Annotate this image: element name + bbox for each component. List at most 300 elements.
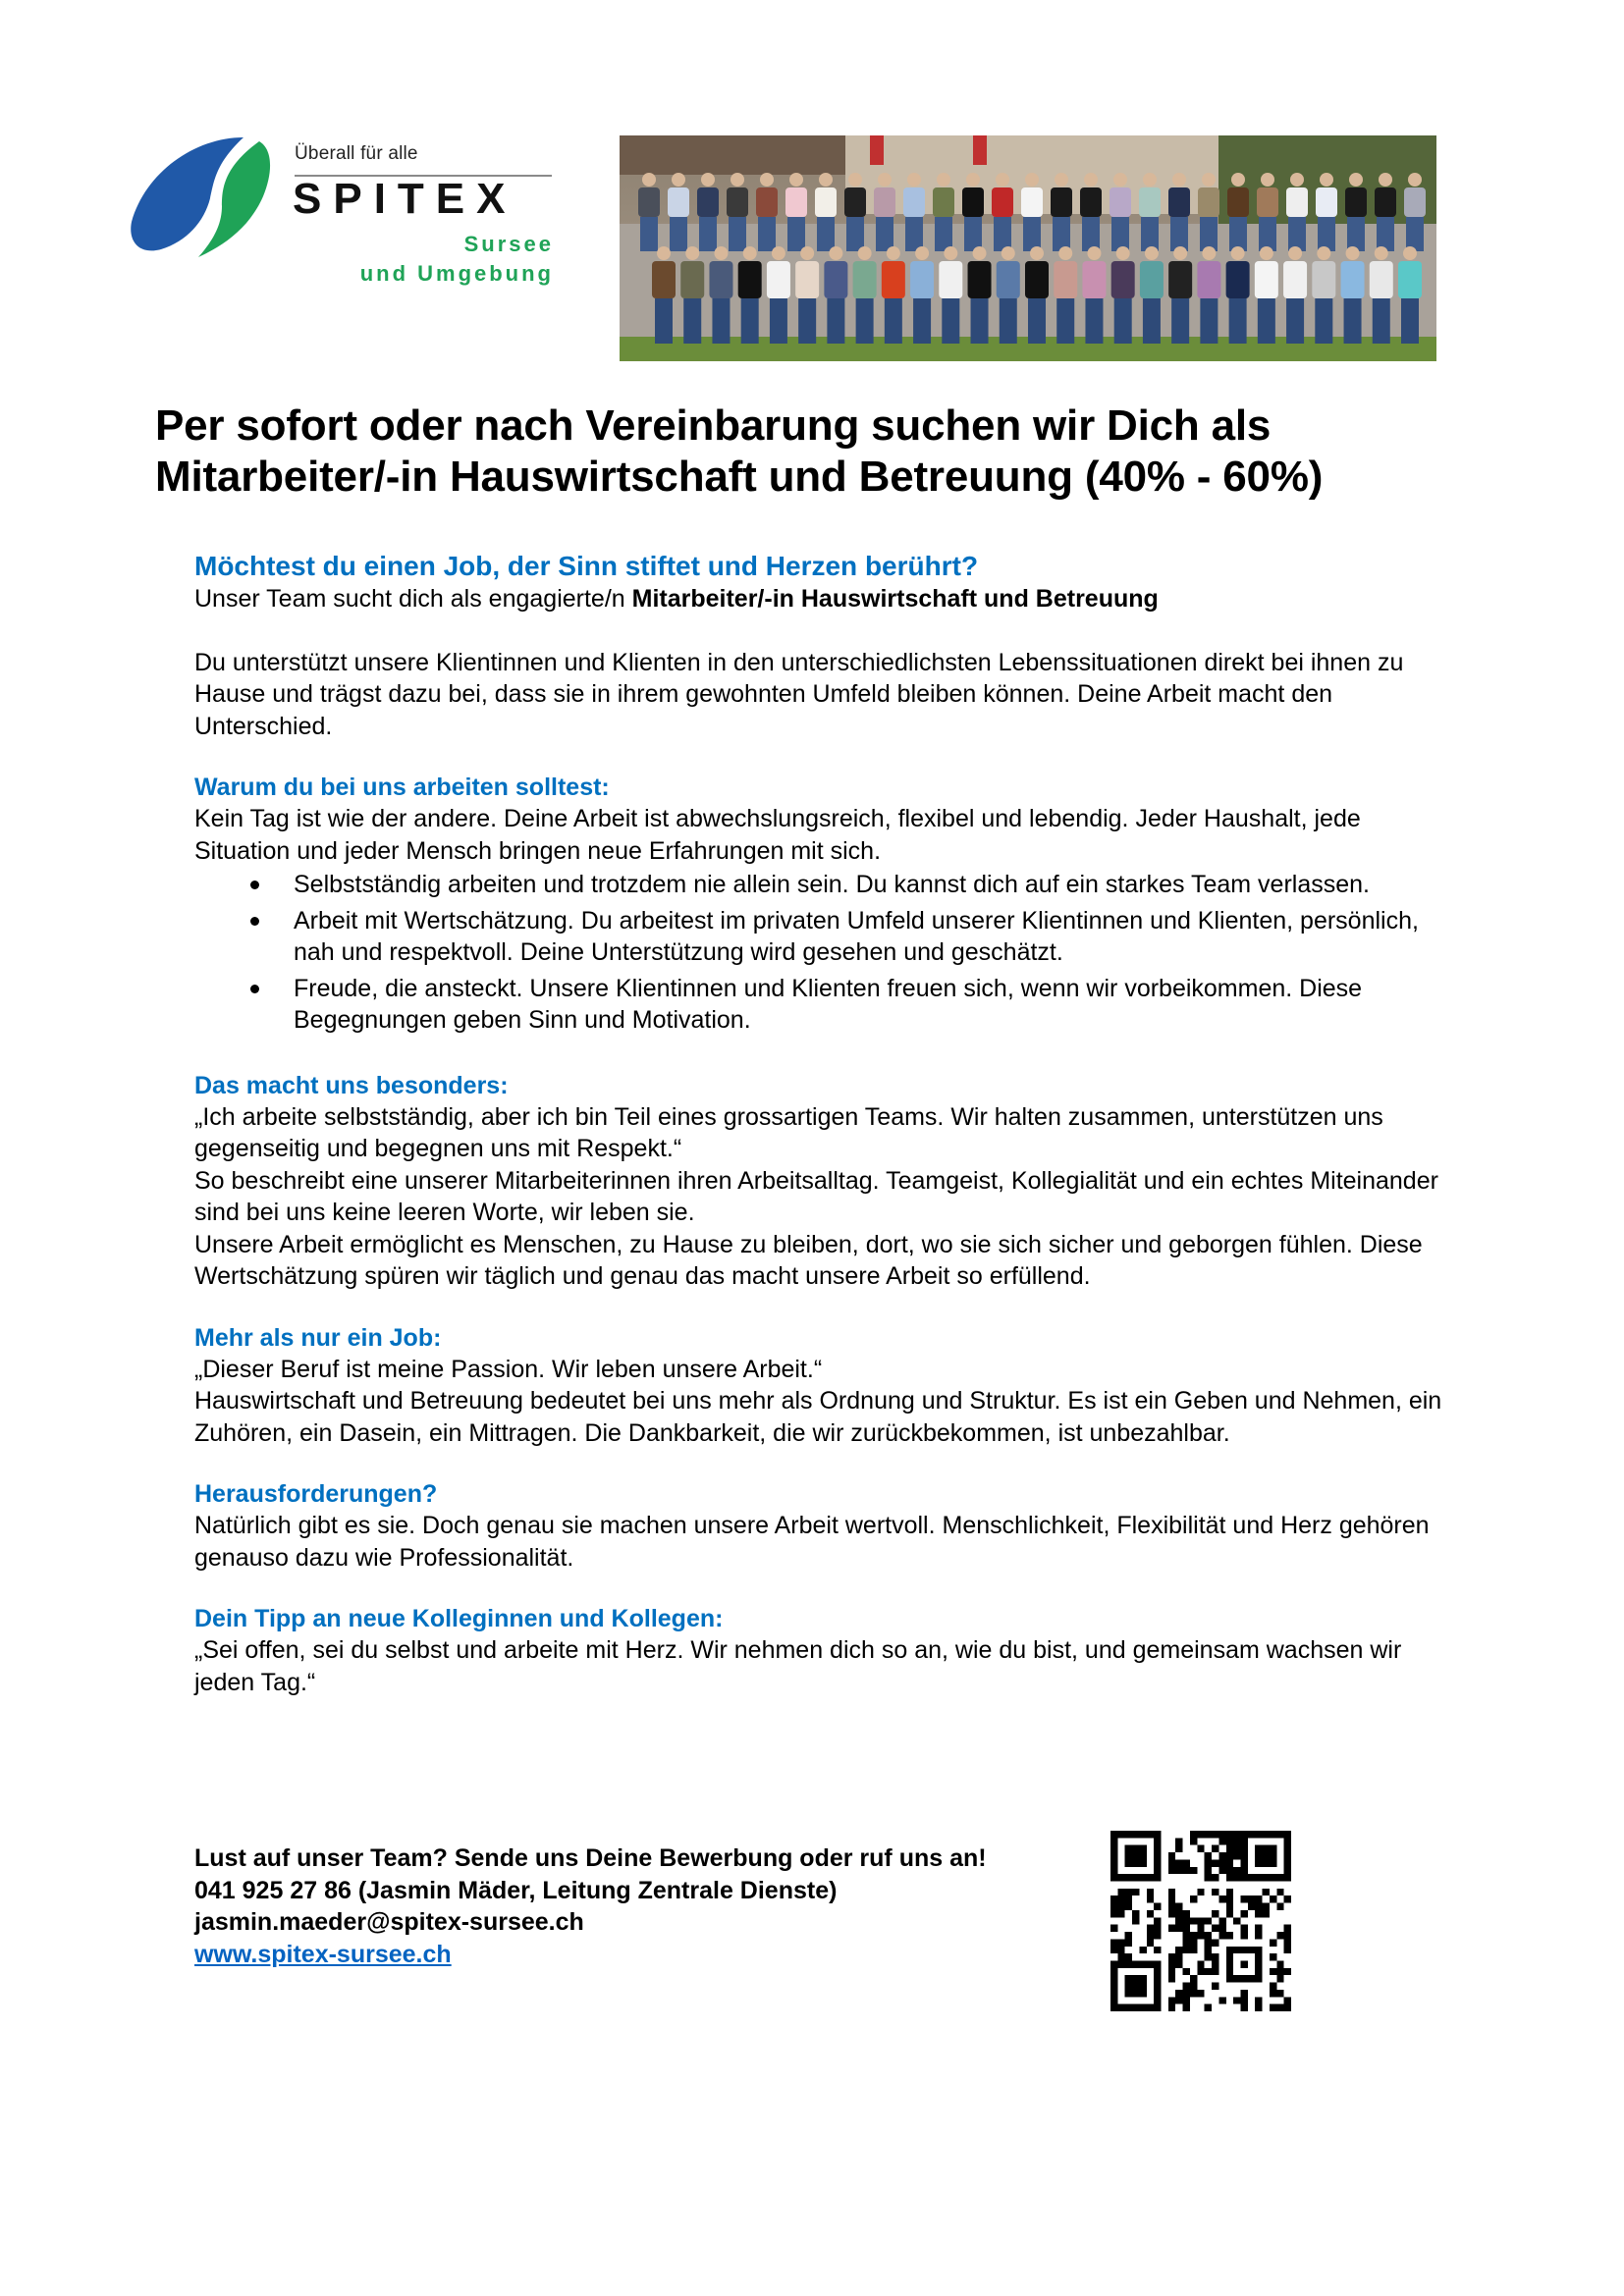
person-head <box>1290 173 1304 187</box>
person-body <box>1257 187 1278 217</box>
qr-module <box>1226 1852 1233 1859</box>
team-photo <box>620 135 1436 361</box>
person-body <box>853 261 877 298</box>
qr-module <box>1125 1845 1147 1867</box>
qr-module <box>1183 1968 1190 1975</box>
qr-module <box>1263 1910 1270 1917</box>
person-legs <box>1406 217 1424 251</box>
person-head <box>685 246 699 260</box>
person-body <box>1345 187 1367 217</box>
qr-module <box>1154 1925 1161 1932</box>
qr-module <box>1197 1831 1204 1838</box>
person-head <box>1403 246 1417 260</box>
qr-module <box>1270 2004 1276 2011</box>
person-head <box>1346 246 1360 260</box>
special-heading: Das macht uns besonders: <box>194 1071 509 1099</box>
person-body <box>1286 187 1308 217</box>
qr-module <box>1205 1953 1212 1960</box>
person-legs <box>1377 217 1394 251</box>
qr-module <box>1154 1831 1161 1882</box>
person-legs <box>1082 217 1100 251</box>
qr-module <box>1117 1939 1124 1946</box>
qr-module <box>1190 1838 1197 1844</box>
person-body <box>1168 187 1190 217</box>
qr-module <box>1248 1903 1255 1910</box>
qr-module <box>1110 1939 1117 1946</box>
person-body <box>933 187 954 217</box>
more-text: Hauswirtschaft und Betreuung bedeutet bei uns mehr als Ordnung und Struktur. Es ist ein Geben und Nehmen, ein Zuhören, ein Dasein, ein Mittragen. Die Dankbarkeit, die wir zurückbekommen, ist unbezahlbar. <box>194 1387 1442 1447</box>
contact-email: jasmin.maeder@spitex-sursee.ch <box>194 1908 584 1936</box>
person-legs <box>1200 217 1218 251</box>
qr-module <box>1168 1859 1175 1866</box>
person-head <box>819 173 833 187</box>
qr-module <box>1168 1852 1175 1859</box>
person-head <box>743 246 757 260</box>
person-body <box>1312 261 1335 298</box>
person-legs <box>1315 298 1332 344</box>
qr-module <box>1110 1960 1117 2011</box>
qr-module <box>1110 1910 1117 1917</box>
qr-module <box>1154 1917 1161 1924</box>
qr-module <box>1218 1896 1225 1902</box>
qr-module <box>1175 1960 1182 1967</box>
qr-module <box>1168 2004 1175 2011</box>
qr-module <box>1233 1831 1240 1838</box>
qr-module <box>1125 1975 1147 1997</box>
qr-module <box>1175 1947 1182 1953</box>
person-head <box>829 246 842 260</box>
person-head <box>1001 246 1015 260</box>
qr-module <box>1240 1925 1247 1932</box>
qr-module <box>1240 1932 1247 1939</box>
qr-module <box>1175 1838 1182 1844</box>
person-head <box>937 173 950 187</box>
person-body <box>697 187 719 217</box>
contact-cta: Lust auf unser Team? Sende uns Deine Bewerbung oder ruf uns an! <box>194 1844 987 1872</box>
qr-module <box>1147 1925 1154 1932</box>
person-body <box>815 187 837 217</box>
person-body <box>727 187 748 217</box>
qr-module <box>1226 1903 1233 1910</box>
person-head <box>1408 173 1422 187</box>
person-body <box>1025 261 1049 298</box>
person-body <box>1110 187 1131 217</box>
person-head <box>915 246 929 260</box>
intro-team-text: Unser Team sucht dich als engagierte/n <box>194 585 632 613</box>
person-head <box>657 246 671 260</box>
person-body <box>1054 261 1077 298</box>
person-head <box>996 173 1009 187</box>
qr-module <box>1284 2004 1291 2011</box>
person-body <box>668 187 689 217</box>
person-body <box>795 261 819 298</box>
qr-module <box>1132 1917 1139 1924</box>
person-legs <box>798 298 816 344</box>
person-head <box>1379 173 1392 187</box>
person-head <box>1143 173 1157 187</box>
job-title-heading <box>155 400 1530 503</box>
person-body <box>968 261 992 298</box>
qr-module <box>1205 1852 1212 1859</box>
spitex-logo <box>126 133 558 300</box>
person-legs <box>1114 298 1132 344</box>
bullet-item <box>194 905 1461 969</box>
qr-module <box>1205 1947 1212 1953</box>
qr-module <box>1233 1838 1240 1844</box>
person-head <box>1375 246 1388 260</box>
person-legs <box>1111 217 1129 251</box>
qr-module <box>1218 1997 1225 2003</box>
qr-module <box>1183 1990 1190 1997</box>
person-body <box>1139 187 1161 217</box>
qr-module <box>1110 1874 1162 1881</box>
qr-module <box>1218 1867 1225 1874</box>
person-head <box>1055 173 1068 187</box>
qr-module <box>1168 1925 1175 1932</box>
qr-module <box>1212 1925 1218 1932</box>
person-legs <box>935 217 952 251</box>
qr-module <box>1226 1845 1233 1852</box>
person-body <box>756 187 778 217</box>
qr-module <box>1226 1896 1233 1902</box>
person-head <box>714 246 728 260</box>
person-body <box>939 261 962 298</box>
person-legs <box>942 298 959 344</box>
qr-module <box>1183 2004 1190 2011</box>
person-body <box>1316 187 1337 217</box>
qr-module <box>1168 1889 1175 1896</box>
person-legs <box>1053 217 1070 251</box>
qr-module <box>1284 1968 1291 1975</box>
qr-module <box>1263 1903 1270 1910</box>
qr-module <box>1255 1997 1262 2003</box>
qr-module <box>1248 1896 1255 1902</box>
website-link[interactable]: www.spitex-sursee.ch <box>194 1940 452 1968</box>
person-body <box>1082 261 1106 298</box>
qr-module <box>1276 1932 1283 1939</box>
person-legs <box>1200 298 1218 344</box>
qr-module <box>1190 1896 1197 1902</box>
intro-paragraph: Du unterstützt unsere Klientinnen und Klienten in den unterschiedlichsten Lebenssituationen direkt bei ihnen zu Hause und trägst dazu bei, dass sie in ihrem gewohnten Umfeld bleiben können. Deine Arbeit macht den Unterschied. <box>194 648 1404 740</box>
qr-module <box>1110 1960 1162 1967</box>
qr-module <box>1212 1968 1218 1975</box>
qr-module <box>1284 1997 1291 2003</box>
qr-module <box>1233 1845 1240 1852</box>
qr-module <box>1284 1939 1291 1946</box>
qr-module <box>1183 1939 1190 1946</box>
tip-quote: „Sei offen, sei du selbst und arbeite mit Herz. Wir nehmen dich so an, wie du bist, und gemeinsam wachsen wir jeden Tag.“ <box>194 1636 1402 1696</box>
person-head <box>1058 246 1072 260</box>
person-legs <box>1344 298 1362 344</box>
qr-module <box>1197 1960 1204 1967</box>
person-head <box>1320 173 1333 187</box>
person-legs <box>1258 298 1275 344</box>
person-body <box>680 261 704 298</box>
logo-location-line1: Sursee <box>463 232 554 256</box>
person-legs <box>827 298 844 344</box>
person-legs <box>1000 298 1017 344</box>
person-legs <box>846 217 864 251</box>
qr-module <box>1110 1903 1117 1910</box>
person-body <box>1227 187 1249 217</box>
qr-module <box>1183 1983 1190 1990</box>
challenges-text: Natürlich gibt es sie. Doch genau sie machen unsere Arbeit wertvoll. Menschlichkeit, Flexibilität und Herz gehören genauso dazu wie Professionalität. <box>194 1512 1430 1572</box>
qr-module <box>1110 1896 1117 1902</box>
qr-module <box>1218 1917 1225 1924</box>
qr-module <box>1190 1990 1197 1997</box>
qr-module <box>1175 1910 1182 1917</box>
person-head <box>1349 173 1363 187</box>
qr-module <box>1190 1975 1197 1982</box>
special-text-2: Unsere Arbeit ermöglicht es Menschen, zu Hause zu bleiben, dort, wo sie sich sicher und geborgen fühlen. Diese Wertschätzung spüren wir täglich und genau das macht unsere Arbeit so erfüllend. <box>194 1230 1423 1290</box>
qr-module <box>1270 1968 1276 1975</box>
person-legs <box>670 217 687 251</box>
qr-module <box>1255 1925 1262 1932</box>
qr-module <box>1175 1925 1182 1932</box>
qr-module <box>1190 1939 1197 1946</box>
qr-module <box>1110 1831 1117 1882</box>
person-legs <box>1259 217 1276 251</box>
qr-module <box>1276 1903 1283 1910</box>
qr-module <box>1154 1947 1161 1953</box>
qr-module <box>1205 1831 1212 1838</box>
person-legs <box>770 298 787 344</box>
person-body <box>1404 187 1426 217</box>
person-body <box>1111 261 1135 298</box>
qr-module <box>1218 1831 1225 1838</box>
person-head <box>731 173 744 187</box>
qr-module <box>1212 1910 1218 1917</box>
qr-module <box>1175 1990 1182 1997</box>
person-body <box>903 187 925 217</box>
person-body <box>992 187 1013 217</box>
qr-module <box>1190 1932 1197 1939</box>
qr-module <box>1190 1917 1197 1924</box>
qr-module <box>1175 1917 1182 1924</box>
person-body <box>652 261 676 298</box>
person-head <box>800 246 814 260</box>
qr-module <box>1175 1845 1182 1852</box>
qr-module <box>1233 1852 1240 1859</box>
person-body <box>1375 187 1396 217</box>
person-head <box>887 246 900 260</box>
qr-module <box>1205 1874 1212 1881</box>
qr-module <box>1240 1874 1291 1881</box>
qr-module <box>1226 1874 1233 1881</box>
person-legs <box>905 217 923 251</box>
person-legs <box>1023 217 1041 251</box>
qr-module <box>1168 1867 1175 1874</box>
qr-code <box>1110 1831 1291 2011</box>
person-body <box>824 261 847 298</box>
person-legs <box>787 217 805 251</box>
qr-module <box>1270 1939 1276 1946</box>
person-body <box>1140 261 1164 298</box>
person-head <box>1087 246 1101 260</box>
qr-module <box>1147 1896 1154 1902</box>
person-head <box>642 173 656 187</box>
qr-module <box>1255 1903 1262 1910</box>
person-head <box>1317 246 1330 260</box>
person-legs <box>1229 298 1247 344</box>
person-body <box>910 261 934 298</box>
qr-module <box>1276 1889 1283 1896</box>
person-head <box>1202 173 1216 187</box>
qr-module <box>1276 1975 1283 1982</box>
person-legs <box>994 217 1011 251</box>
job-title-line2: Mitarbeiter/-in Hauswirtschaft und Betreuung (40% - 60%) <box>155 453 1324 501</box>
qr-module <box>1226 1932 1233 1939</box>
job-description <box>194 550 1461 1698</box>
qr-module <box>1197 1845 1204 1852</box>
qr-module <box>1117 1889 1124 1896</box>
person-body <box>738 261 762 298</box>
person-head <box>1260 246 1273 260</box>
qr-module <box>1168 1975 1175 1982</box>
more-quote: „Dieser Beruf ist meine Passion. Wir leben unsere Arbeit.“ <box>194 1355 823 1383</box>
qr-module <box>1233 1917 1240 1924</box>
person-body <box>844 187 866 217</box>
person-head <box>966 173 980 187</box>
qr-module <box>1284 1932 1291 1939</box>
person-legs <box>1347 217 1365 251</box>
qr-module <box>1132 1889 1139 1896</box>
person-head <box>672 173 685 187</box>
qr-module <box>1284 1831 1291 1882</box>
qr-module <box>1168 1953 1175 1960</box>
bullet-text: Freude, die ansteckt. Unsere Klientinnen und Klienten freuen sich, wenn wir vorbeikommen. Diese Begegnungen geben Sinn und Motivation. <box>294 974 1363 1034</box>
qr-module <box>1190 1983 1197 1990</box>
person-legs <box>1286 298 1304 344</box>
qr-module <box>1168 1910 1175 1917</box>
person-legs <box>1085 298 1103 344</box>
person-head <box>848 173 862 187</box>
qr-module <box>1240 1831 1291 1838</box>
person-legs <box>876 217 893 251</box>
qr-module <box>1218 1838 1225 1844</box>
person-body <box>709 261 732 298</box>
qr-module <box>1117 1953 1124 1960</box>
person-legs <box>1288 217 1306 251</box>
qr-module <box>1205 1917 1212 1924</box>
qr-module <box>1270 1896 1276 1902</box>
person-legs <box>964 217 982 251</box>
person-body <box>638 187 660 217</box>
contact-phone: 041 925 27 86 (Jasmin Mäder, Leitung Zentrale Dienste) <box>194 1876 838 1904</box>
qr-module <box>1197 1932 1204 1939</box>
qr-module <box>1125 1953 1132 1960</box>
qr-module <box>1183 1910 1190 1917</box>
why-bullet-list <box>194 869 1461 1037</box>
qr-module <box>1117 1947 1124 1953</box>
qr-module <box>1175 1859 1182 1866</box>
qr-module <box>1218 1925 1225 1932</box>
qr-module <box>1147 1910 1154 1917</box>
person-body <box>1051 187 1072 217</box>
qr-module <box>1255 2004 1262 2011</box>
qr-module <box>1197 1889 1204 1896</box>
logo-location-line2: und Umgebung <box>359 261 554 286</box>
qr-module <box>1125 1939 1132 1946</box>
person-body <box>962 187 984 217</box>
challenges-heading: Herausforderungen? <box>194 1480 438 1508</box>
qr-module <box>1205 1859 1212 1866</box>
qr-module <box>1240 1997 1247 2003</box>
why-text: Kein Tag ist wie der andere. Deine Arbeit ist abwechslungsreich, flexibel und lebendig. Jeder Haushalt, jede Situation und jeder Mensch bringen neue Erfahrungen mit sich. <box>194 805 1361 865</box>
person-legs <box>1401 298 1419 344</box>
qr-module <box>1197 1925 1204 1932</box>
qr-module <box>1270 1983 1276 1990</box>
qr-module <box>1125 1896 1132 1902</box>
qr-module <box>1147 1932 1154 1939</box>
qr-module <box>1226 1831 1233 1838</box>
qr-module <box>1147 1939 1154 1946</box>
qr-module <box>1132 1910 1139 1917</box>
person-head <box>878 173 892 187</box>
person-head <box>1231 246 1245 260</box>
qr-module <box>1255 1845 1276 1867</box>
why-heading: Warum du bei uns arbeiten solltest: <box>194 774 610 801</box>
person-head <box>1025 173 1039 187</box>
qr-module <box>1154 1932 1161 1939</box>
qr-module <box>1183 1947 1190 1953</box>
person-legs <box>758 217 776 251</box>
special-text-1: So beschreibt eine unserer Mitarbeiterinnen ihren Arbeitsalltag. Teamgeist, Kollegialität und ein echtes Miteinander sind bei uns keine leeren Worte, wir leben sie. <box>194 1166 1438 1226</box>
qr-module <box>1190 1831 1197 1838</box>
qr-module <box>1240 1990 1247 1997</box>
person-legs <box>1170 217 1188 251</box>
qr-module <box>1255 1910 1262 1917</box>
bullet-item <box>194 869 1461 901</box>
person-head <box>973 246 987 260</box>
person-legs <box>683 298 701 344</box>
qr-module <box>1240 1831 1247 1882</box>
qr-module <box>1284 1947 1291 1953</box>
contact-block <box>194 1842 1127 1970</box>
person-legs <box>655 298 673 344</box>
qr-module <box>1168 1997 1175 2003</box>
qr-module <box>1226 1838 1233 1844</box>
qr-module <box>1175 1903 1182 1910</box>
qr-module <box>1226 1889 1233 1896</box>
person-head <box>1172 173 1186 187</box>
qr-module <box>1139 1947 1146 1953</box>
person-head <box>1173 246 1187 260</box>
person-body <box>1021 187 1043 217</box>
qr-module <box>1276 1990 1283 1997</box>
qr-module <box>1190 1867 1197 1874</box>
person-legs <box>971 298 989 344</box>
qr-module <box>1168 1896 1175 1902</box>
qr-module <box>1255 1896 1262 1902</box>
person-body <box>1370 261 1393 298</box>
person-legs <box>1318 217 1335 251</box>
person-legs <box>856 298 874 344</box>
qr-module <box>1270 1953 1276 1960</box>
spitex-swoosh-icon <box>126 133 275 259</box>
team-photo-image <box>620 135 1436 361</box>
qr-module <box>1110 1947 1117 1953</box>
person-head <box>944 246 957 260</box>
qr-module <box>1212 1874 1218 1881</box>
person-body <box>1226 261 1250 298</box>
qr-module <box>1183 1932 1190 1939</box>
person-head <box>1288 246 1302 260</box>
qr-module <box>1117 1896 1124 1902</box>
person-body <box>882 261 905 298</box>
qr-module <box>1183 1867 1190 1874</box>
person-legs <box>699 217 717 251</box>
